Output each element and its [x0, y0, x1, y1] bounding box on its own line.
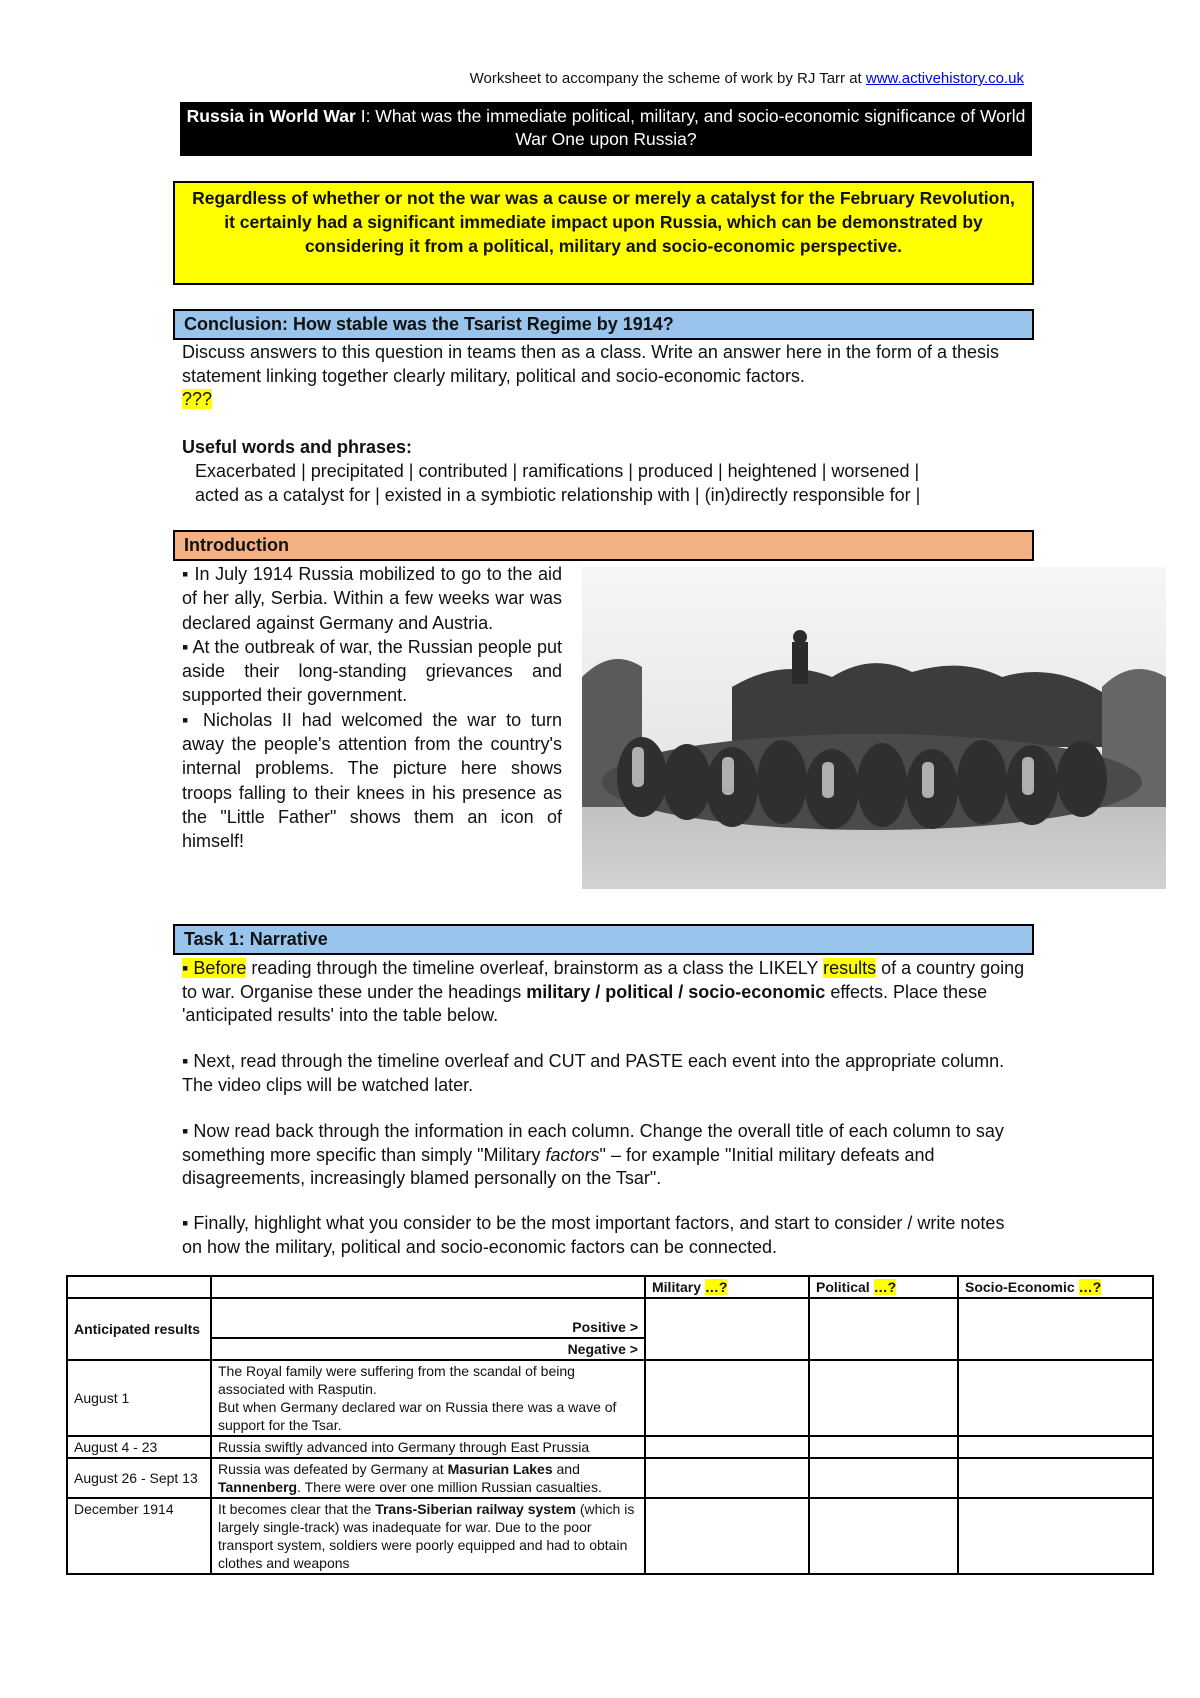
- table-cell[interactable]: [809, 1360, 958, 1436]
- event-text-c: . There were over one million Russian casualties.: [297, 1479, 602, 1495]
- table-cell[interactable]: [958, 1360, 1153, 1436]
- tannenberg: Tannenberg: [218, 1479, 298, 1495]
- event-text: [211, 1498, 645, 1574]
- table-row: [67, 1458, 1153, 1498]
- masurian-lakes: Masurian Lakes: [447, 1461, 553, 1477]
- table-cell[interactable]: [809, 1458, 958, 1498]
- socio-title: Socio-Economic: [965, 1279, 1079, 1295]
- trans-siberian-railway: Trans-Siberian railway system: [375, 1501, 576, 1517]
- anticipated-results-label: Anticipated results: [67, 1298, 211, 1360]
- table-cell[interactable]: [958, 1498, 1153, 1574]
- event-text-b: (which is largely single-track) was inadequate for war. Due to the poor transport system, soldiers were poorly equipped and had to obtain clothes and weapons: [218, 1501, 635, 1571]
- table-cell[interactable]: [645, 1498, 809, 1574]
- task1-p3-b: " – for example "Initial military defeats and disagreements, increasingly blamed personally on the Tsar".: [182, 1144, 935, 1188]
- introduction-heading: Introduction: [173, 530, 1034, 561]
- event-text-a: It becomes clear that the: [218, 1501, 376, 1517]
- event-text: [211, 1458, 645, 1498]
- event-text-a: Russia was defeated by Germany at: [218, 1461, 448, 1477]
- header-text: Worksheet to accompany the scheme of work by RJ Tarr at: [469, 70, 866, 87]
- table-cell[interactable]: [958, 1298, 1153, 1360]
- event-date: August 4 - 23: [67, 1436, 211, 1458]
- positive-label: Positive >: [211, 1298, 645, 1338]
- conclusion-heading: Conclusion: How stable was the Tsarist Regime by 1914?: [173, 309, 1034, 340]
- intro-bullet-1: ▪ In July 1914 Russia mobilized to go to the aid of her ally, Serbia. Within a few weeks war was declared against Germany and Austria.: [182, 564, 562, 633]
- socio-suffix: …?: [1078, 1279, 1102, 1295]
- task1-para-4: ▪ Finally, highlight what you consider to be the most important factors, and start to consider / write notes on how the military, political and socio-economic factors can be connected.: [182, 1213, 1005, 1257]
- column-socio-economic[interactable]: [958, 1276, 1153, 1298]
- page-header: [0, 70, 1024, 87]
- table-row: [67, 1436, 1153, 1458]
- event-text: The Royal family were suffering from the scandal of being associated with Rasputin. But when Germany declared war on Russia there was a wave of support for the Tsar.: [211, 1360, 645, 1436]
- task1-para-2: ▪ Next, read through the timeline overleaf and CUT and PASTE each event into the appropriate column. The video clips will be watched later.: [182, 1051, 1005, 1095]
- title-rest: I: What was the immediate political, military, and socio-economic significance of World War One upon Russia?: [355, 106, 1026, 149]
- task1-para-3: [182, 1120, 1027, 1191]
- conclusion-text: Discuss answers to this question in teams then as a class. Write an answer here in the form of a thesis statement linking together clearly military, political and socio-economic factors.: [182, 342, 1000, 386]
- task1-p3-italic: factors: [545, 1144, 600, 1165]
- answer-placeholder[interactable]: ???: [182, 389, 213, 409]
- table-row: [67, 1360, 1153, 1436]
- table-cell[interactable]: [645, 1458, 809, 1498]
- military-suffix: …?: [704, 1279, 728, 1295]
- intro-bullet-2: ▪ At the outbreak of war, the Russian people put aside their long-standing grievances and supported their government.: [182, 636, 562, 706]
- introduction-text: [182, 562, 562, 854]
- event-date: August 1: [67, 1360, 211, 1436]
- headings-bold: military / political / socio-economic: [526, 981, 826, 1002]
- before-highlight: ▪ Before: [182, 958, 247, 978]
- column-military[interactable]: [645, 1276, 809, 1298]
- table-cell[interactable]: [645, 1360, 809, 1436]
- event-date: December 1914: [67, 1498, 211, 1574]
- table-cell[interactable]: [958, 1458, 1153, 1498]
- conclusion-instructions: [182, 341, 1027, 412]
- task1-text-b: of a country going to war. Organise these under the headings: [182, 958, 1025, 1002]
- results-highlight: results: [823, 958, 877, 978]
- intro-statement: Regardless of whether or not the war was a cause or merely a catalyst for the February Revolution, it certainly had a significant immediate impact upon Russia, which can be demonstrated by considering it from a political, military and socio-economic perspective.: [173, 181, 1034, 285]
- event-date: August 26 - Sept 13: [67, 1458, 211, 1498]
- table-cell[interactable]: [645, 1436, 809, 1458]
- table-cell[interactable]: [809, 1436, 958, 1458]
- intro-bullet-3: ▪ Nicholas II had welcomed the war to turn away the people's attention from the country's internal problems. The picture here shows troops falling to their knees in his presence as the "Little Father" shows them an icon of himself!: [182, 709, 562, 852]
- table-cell[interactable]: [809, 1298, 958, 1360]
- useful-words-heading: Useful words and phrases:: [182, 437, 413, 457]
- table-cell[interactable]: [645, 1298, 809, 1360]
- events-table: [66, 1275, 1154, 1575]
- negative-label: Negative >: [211, 1338, 645, 1360]
- political-title: Political: [816, 1279, 874, 1295]
- task1-p3-a: ▪ Now read back through the information in each column. Change the overall title of each column to say something more specific than simply "Military: [182, 1121, 1004, 1165]
- political-suffix: …?: [873, 1279, 897, 1295]
- title-bold: Russia in World War: [186, 106, 356, 126]
- task1-text-a: reading through the timeline overleaf, brainstorm as a class the LIKELY: [246, 958, 824, 978]
- task1-heading: Task 1: Narrative: [173, 924, 1034, 955]
- column-political[interactable]: [809, 1276, 958, 1298]
- event-text: Russia swiftly advanced into Germany through East Prussia: [211, 1436, 645, 1458]
- useful-words-line1: Exacerbated | precipitated | contributed | ramifications | produced | heightened | worsened |: [195, 461, 920, 481]
- task1-para-1: [182, 957, 1027, 1028]
- table-cell[interactable]: [809, 1498, 958, 1574]
- task1-text-c: effects. Place these 'anticipated results' into the table below.: [182, 981, 988, 1025]
- table-header-row: [67, 1276, 1153, 1298]
- worksheet-title: [180, 102, 1032, 156]
- activehistory-link[interactable]: www.activehistory.co.uk: [865, 70, 1024, 87]
- event-text-b: and: [552, 1461, 580, 1477]
- useful-words-line2: acted as a catalyst for | existed in a symbiotic relationship with | (in)directly responsible for |: [195, 485, 921, 505]
- table-row: [67, 1498, 1153, 1574]
- military-title: Military: [652, 1279, 705, 1295]
- table-row: [67, 1298, 1153, 1338]
- troops-kneeling-photo: [582, 567, 1166, 889]
- table-cell[interactable]: [958, 1436, 1153, 1458]
